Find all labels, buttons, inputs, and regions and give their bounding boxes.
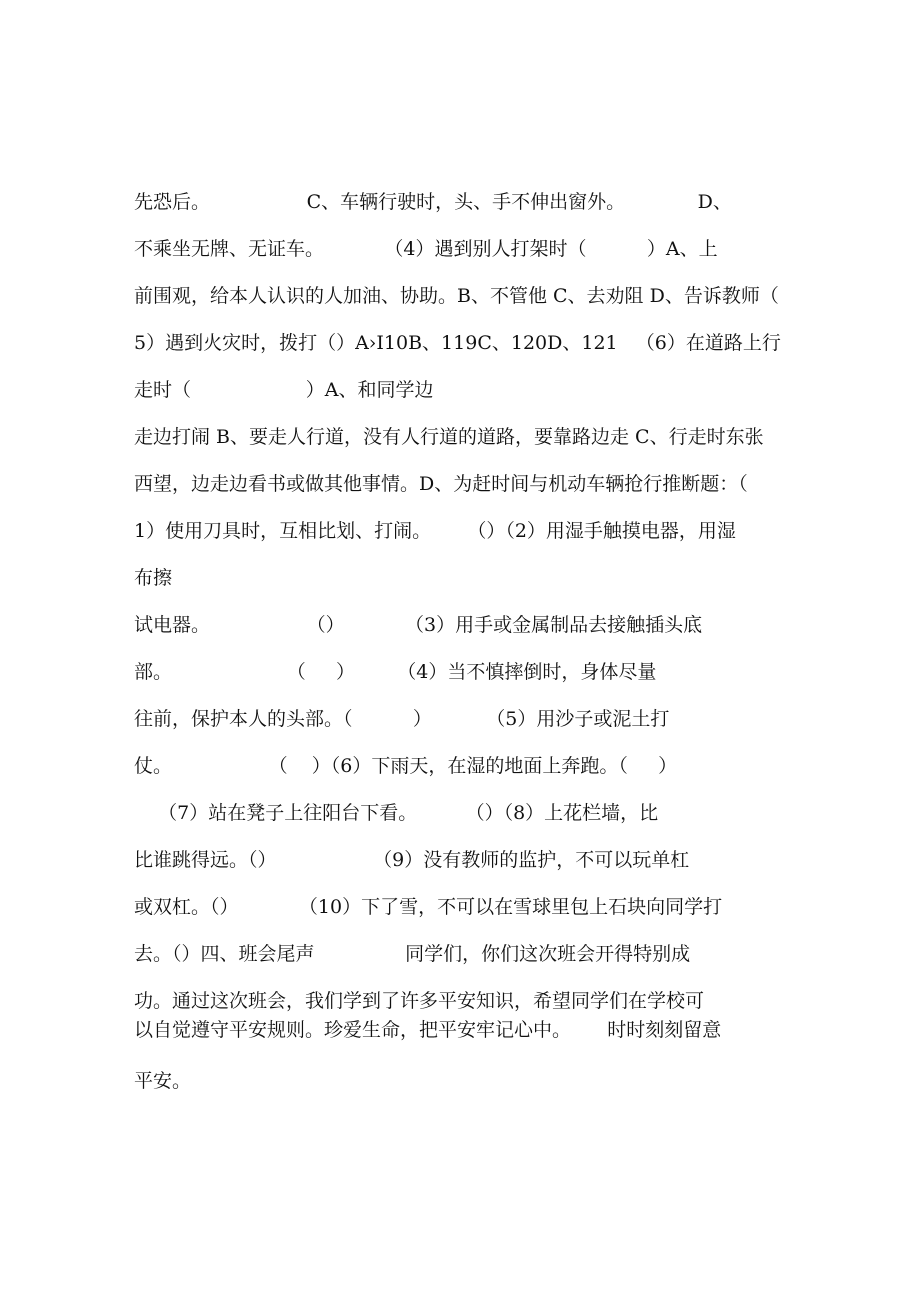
text-line: 布擦	[134, 567, 173, 589]
text-line: 1）使用刀具时，互相比划、打闹。 （）（2）用湿手触摸电器，用湿	[134, 520, 736, 542]
text-line: 走时（ ）A、和同学边	[134, 379, 434, 401]
text-line: 5）遇到火灾时，拨打（）A›I10B、119C、120D、121 （6）在道路上行	[134, 332, 781, 354]
text-line: 功。通过这次班会，我们学到了许多平安知识，希望同学们在学校可	[134, 990, 705, 1012]
text-line: 前围观，给本人认识的人加油、协助。B、不管他 C、去劝阻 D、告诉教师（	[134, 285, 779, 307]
text-line: 仗。 （ ）（6）下雨天，在湿的地面上奔跑。（ ）	[134, 755, 678, 777]
text-line: （7）站在凳子上往阳台下看。 （）（8）上花栏墙，比	[134, 802, 659, 824]
text-line: 比谁跳得远。（） （9）没有教师的监护，不可以玩单杠	[134, 849, 690, 871]
text-line: 走边打闹 B、要走人行道，没有人行道的道路，要靠路边走 C、行走时东张	[134, 426, 764, 448]
text-line: 平安。	[134, 1070, 192, 1092]
text-line: 往前，保护本人的头部。（ ） （5）用沙子或泥土打	[134, 708, 670, 730]
text-line: 以自觉遵守平安规则。珍爱生命，把平安牢记心中。 时时刻刻留意	[134, 1019, 722, 1041]
text-line: 或双杠。（） （10）下了雪，不可以在雪球里包上石块向同学打	[134, 896, 723, 918]
text-line: 部。 （ ） （4）当不慎摔倒时，身体尽量	[134, 661, 657, 683]
text-line: 先恐后。 C、车辆行驶时，头、手不伸出窗外。 D、	[134, 191, 732, 213]
text-line: 西望，边走边看书或做其他事情。D、为赶时间与机动车辆抢行推断题：（	[134, 473, 748, 495]
text-line: 去。（）四、班会尾声 同学们，你们这次班会开得特别成	[134, 943, 691, 965]
text-line: 不乘坐无牌、无证车。 （4）遇到别人打架时（ ）A、上	[134, 238, 718, 260]
text-line: 试电器。 （） （3）用手或金属制品去接触插头底	[134, 614, 703, 636]
